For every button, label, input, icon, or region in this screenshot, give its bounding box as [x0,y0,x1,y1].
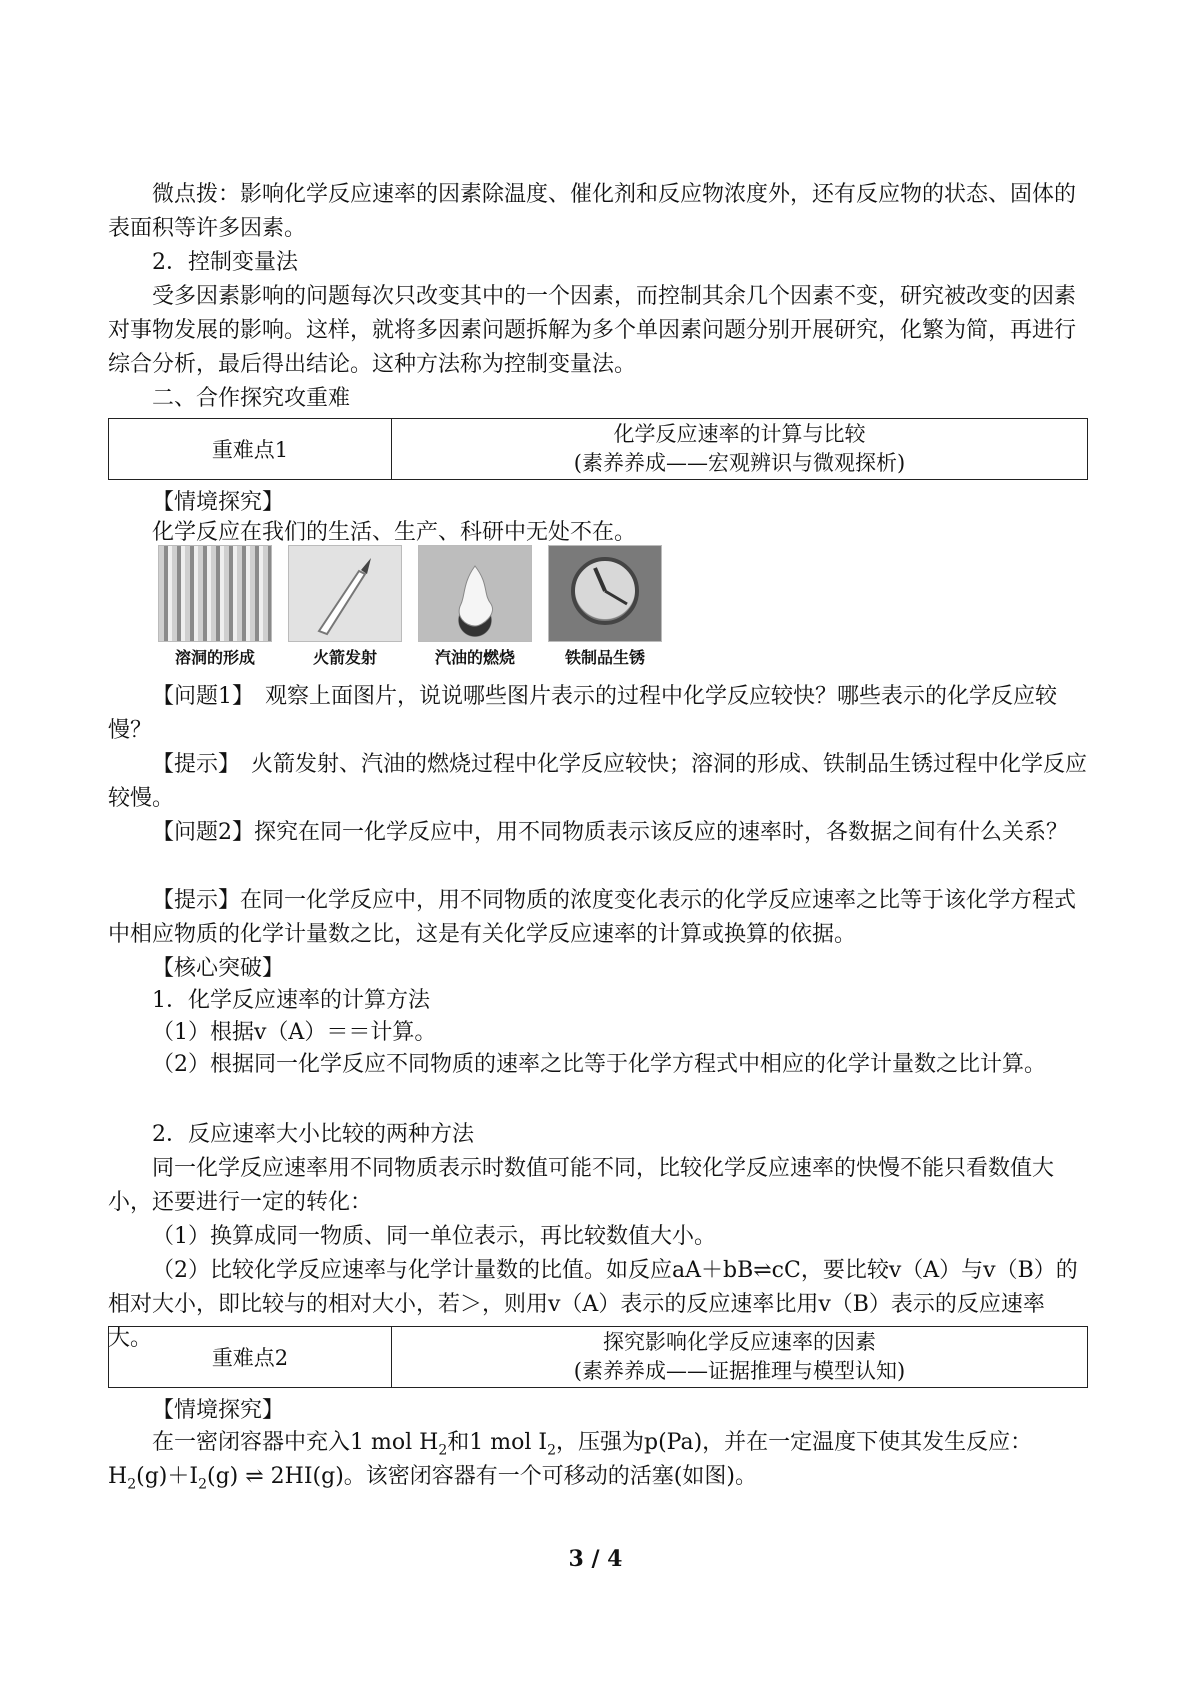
tip-paragraph: 微点拨：影响化学反应速率的因素除温度、催化剂和反应物浓度外，还有反应物的状态、固体的表面积等许多因素。 [108,182,1077,241]
core-heading: 【核心突破】 [152,956,285,981]
rocket-icon [288,545,402,642]
method-2-heading: 2．反应速率大小比较的两种方法 [152,1122,474,1147]
method-1-heading: 1．化学反应速率的计算方法 [152,988,430,1013]
keypoint-title: 化学反应速率的计算与比较 [613,422,866,446]
figure-caption-4: 铁制品生锈 [564,648,645,667]
keypoint-label: 重难点1 [109,419,392,480]
method-2a: （1）换算成同一物质、同一单位表示，再比较数值大小。 [152,1224,716,1249]
keypoint-title-cell [392,1327,1088,1388]
hint-2: 【提示】在同一化学反应中，用不同物质的浓度变化表示的化学反应速率之比等于该化学方程式中相应物质的化学计量数之比，这是有关化学反应速率的计算或换算的依据。 [108,888,1077,947]
rust-icon [548,545,662,642]
keypoint-title-cell [392,419,1088,480]
method-1a: （1）根据v（A）＝＝计算。 [152,1020,437,1045]
figure-caption-3: 汽油的燃烧 [434,648,515,667]
question-1: 【问题1】 观察上面图片，说说哪些图片表示的过程中化学反应较快？哪些表示的化学反应较慢？ [108,684,1058,743]
method-1b: （2）根据同一化学反应不同物质的速率之比等于化学方程式中相应的化学计量数之比计算。 [152,1052,1047,1077]
situation-heading: 【情境探究】 [152,490,285,515]
figure-caption-1: 溶洞的形成 [174,648,255,667]
section-heading: 二、合作探究攻重难 [152,386,351,411]
keypoint-title: 探究影响化学反应速率的因素 [603,1330,876,1354]
method-2-text: 同一化学反应速率用不同物质表示时数值可能不同，比较化学反应速率的快慢不能只看数值大小，还要进行一定的转化： [108,1156,1055,1215]
keypoint-subtitle: (素养养成——宏观辨识与微观探析) [573,451,906,475]
keypoint-table-2 [108,1326,1088,1388]
keypoint-subtitle: (素养养成——证据推理与模型认知) [573,1359,906,1383]
figure-caption-2: 火箭发射 [312,648,377,667]
experiment-line-2: $H_2(g)+I_2(g)$ ⇌ 2HI(g)。该密闭容器有一个可移动的活塞(如图)。 [108,1464,757,1493]
keypoint-label: 重难点2 [109,1327,392,1388]
page-number: 3 / 4 [568,1546,623,1572]
keypoint-table-1 [108,418,1088,480]
fire-icon [418,545,532,642]
question-2: 【问题2】探究在同一化学反应中，用不同物质表示该反应的速率时，各数据之间有什么关系？ [152,820,1069,845]
heading-control-variable: 2．控制变量法 [152,250,298,275]
control-variable-paragraph: 受多因素影响的问题每次只改变其中的一个因素，而控制其余几个因素不变，研究被改变的因素对事物发展的影响。这样，就将多因素问题拆解为多个单因素问题分别开展研究，化繁为简，再进行综合分析，最后得出结论。这种方法称为控制变量法。 [108,284,1077,377]
hint-1: 【提示】 火箭发射、汽油的燃烧过程中化学反应较快；溶洞的形成、铁制品生锈过程中化学反应较慢。 [108,752,1088,811]
intro-text: 化学反应在我们的生活、生产、科研中无处不在。 [152,520,637,545]
cave-icon [158,545,272,642]
experiment-line-1: 在一密闭容器中充入1 mol $H_2$和1 mol $I_2$，压强为p(Pa)，并在一定温度下使其发生反应： [152,1430,1033,1459]
method-2b: （2）比较化学反应速率与化学计量数的比值。如反应aA＋bB⇌cC，要比较v（A）与v（B）的相对大小，即比较与的相对大小，若＞，则用v（A）表示的反应速率比用v（B）表示的反应速率大。 [108,1258,1078,1351]
situation-heading-2: 【情境探究】 [152,1398,285,1423]
